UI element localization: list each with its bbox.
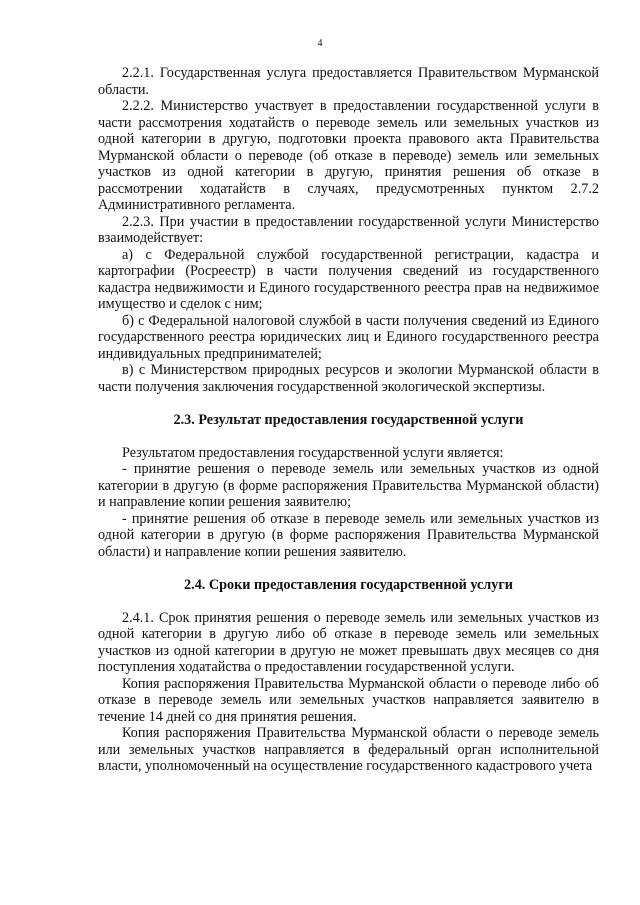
list-item-a: а) с Федеральной службой государственной регистрации, кадастра и картографии (Росреестр) в части получения сведений из государственного кадастра недвижимости и Единого государственного реестра прав на недвижимое имущество и сделок с ним; (98, 246, 599, 312)
paragraph-copy-federal: Копия распоряжения Правительства Мурманской области о переводе земель или земельных участков направляется в федеральный орган исполнительной власти, уполномоченный на осуществление государственного кадастрового учета (98, 725, 599, 774)
paragraph-2-2-1: 2.2.1. Государственная услуга предоставляется Правительством Мурманской области. (98, 65, 599, 98)
list-item-v: в) с Министерством природных ресурсов и экологии Мурманской области в части получения заключения государственной экологической экспертизы. (98, 362, 599, 395)
list-item-b: б) с Федеральной налоговой службой в части получения сведений из Единого государственного реестра юридических лиц и Единого государственного реестра индивидуальных предпринимателей; (98, 312, 599, 362)
paragraph-2-2-2: 2.2.2. Министерство участвует в предоставлении государственной услуги в части рассмотрения ходатайств о переводе земель или земельных участков из одной категории в другую, подготовки проекта правового акта Правительства Мурманской области о переводе (об отказе в переводе) земель или земельных участков из одной категории в другую, принятия решения об отказе в рассмотрении ходатайств в случаях, предусмотренных пунктом 2.7.2 Административного регламента. (98, 98, 599, 213)
section-heading-2-3: 2.3. Результат предоставления государственной услуги (173, 412, 524, 428)
result-item-refuse: - принятие решения об отказе в переводе земель или земельных участков из одной категории в другую (в форме распоряжения Правительства Мурманской области) и направление копии решения заявителю. (98, 510, 599, 560)
result-intro: Результатом предоставления государственной услуги является: (122, 444, 504, 461)
page-number: 4 (317, 38, 323, 49)
document-body (98, 65, 599, 775)
paragraph-2-4-1: 2.4.1. Срок принятия решения о переводе земель или земельных участков из одной категории в другую либо об отказе в переводе земель или земельных участков из одной категории в другую не может превышать двух месяцев со дня поступления ходатайства о предоставлении государственной услуги. (98, 609, 599, 675)
paragraph-copy-applicant: Копия распоряжения Правительства Мурманской области о переводе либо об отказе в переводе земель или земельных участков направляется заявителю в течение 14 дней со дня принятия решения. (98, 675, 599, 725)
result-item-approve: - принятие решения о переводе земель или земельных участков из одной категории в другую (в форме распоряжения Правительства Мурманской области) и направление копии решения заявителю; (98, 461, 599, 510)
section-heading-2-4: 2.4. Сроки предоставления государственной услуги (184, 577, 513, 593)
paragraph-2-2-3: 2.2.3. При участии в предоставлении государственной услуги Министерство взаимодействует: (98, 213, 599, 246)
